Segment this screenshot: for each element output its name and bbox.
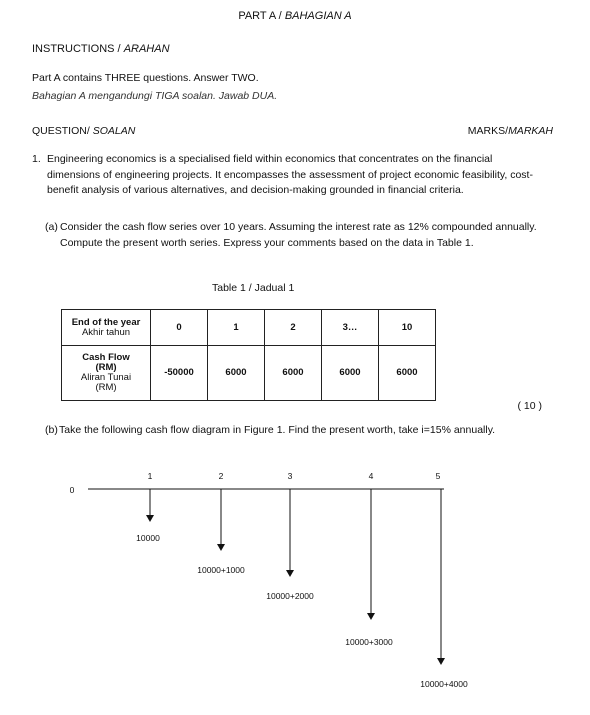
arrowhead [217,544,225,551]
instructions-line-en: Part A contains THREE questions. Answer TWO. [32,72,259,84]
instructions-heading-en: INSTRUCTIONS / [32,43,121,55]
cash-flow-label: 10000+2000 [266,591,314,601]
question-1 [32,152,542,199]
cash-flow-diagram [0,460,590,700]
question-header-right-en: MARKS/ [467,125,509,137]
part-title-en: PART A / [238,10,282,22]
period-label: 4 [368,471,374,481]
cash-flow-cell: 6000 [379,346,436,401]
arrowhead [146,515,154,522]
period-label: 0 [69,485,75,495]
part-title [0,10,590,22]
period-label: 3 [287,471,293,481]
year-cell: 10 [379,310,436,346]
row-header-year [62,310,151,346]
question-header-right-ms: MARKAH [508,125,553,137]
question-1b-text: Take the following cash flow diagram in Figure 1. Find the present worth, take i=15% annually. [59,424,496,436]
row-header-cash-flow-ms2: (RM) [95,382,117,393]
question-1-number: 1. [32,153,41,165]
part-title-ms: BAHAGIAN A [284,10,352,22]
arrowhead [286,570,294,577]
cash-flow-cell: -50000 [151,346,208,401]
year-cell: 0 [151,310,208,346]
arrowhead [367,613,375,620]
row-header-cash-flow-en2: (RM) [95,362,117,373]
year-cell: 3… [322,310,379,346]
question-header-left [32,125,135,138]
table-caption: Table 1 / Jadual 1 [212,282,295,294]
period-label: 2 [218,471,224,481]
period-label: 5 [435,471,441,481]
question-header-right [468,125,553,138]
cash-flow-table [61,309,436,401]
cash-flow-label: 10000+4000 [420,679,468,689]
question-header-left-en: QUESTION/ [32,125,90,137]
cash-flow-cell: 6000 [322,346,379,401]
cash-flow-cell: 6000 [265,346,322,401]
row-header-cash-flow-en1: Cash Flow [82,352,130,363]
cash-flow-label: 10000+1000 [197,565,245,575]
instructions-heading [32,43,170,55]
question-1b [45,423,525,439]
row-header-year-ms: Akhir tahun [81,326,131,338]
period-label: 1 [147,471,153,481]
instructions-heading-ms: ARAHAN [123,43,170,55]
question-1a-text: Consider the cash flow series over 10 years. Assuming the interest rate as 12% compounded annually. Compute the present worth series. Express your comments based on the data in Table 1. [60,221,537,249]
marks-1a: ( 10 ) [517,400,542,412]
question-1a-label: (a) [45,221,58,233]
question-1a [45,220,540,251]
arrowhead [437,658,445,665]
table-row-cash-flow [62,346,436,401]
instructions-line-ms: Bahagian A mengandungi TIGA soalan. Jawab DUA. [32,90,278,102]
row-header-cash-flow-ms1: Aliran Tunai [80,372,132,383]
question-1b-label: (b) [45,424,58,436]
table-row-year [62,310,436,346]
question-header-left-ms: SOALAN [92,125,136,137]
row-header-year-en: End of the year [71,316,141,328]
cash-flow-label: 10000+3000 [345,637,393,647]
year-cell: 1 [208,310,265,346]
row-header-cash-flow [62,346,151,401]
cash-flow-cell: 6000 [208,346,265,401]
cash-flow-label: 10000 [136,533,160,543]
year-cell: 2 [265,310,322,346]
question-1-text: Engineering economics is a specialised field within economics that concentrates on the financial dimensions of engineering projects. It encompasses the assessment of project economic feasibility, cost-benefit analysis of various alternatives, and decision-making grounded in financial criteria. [47,153,533,197]
